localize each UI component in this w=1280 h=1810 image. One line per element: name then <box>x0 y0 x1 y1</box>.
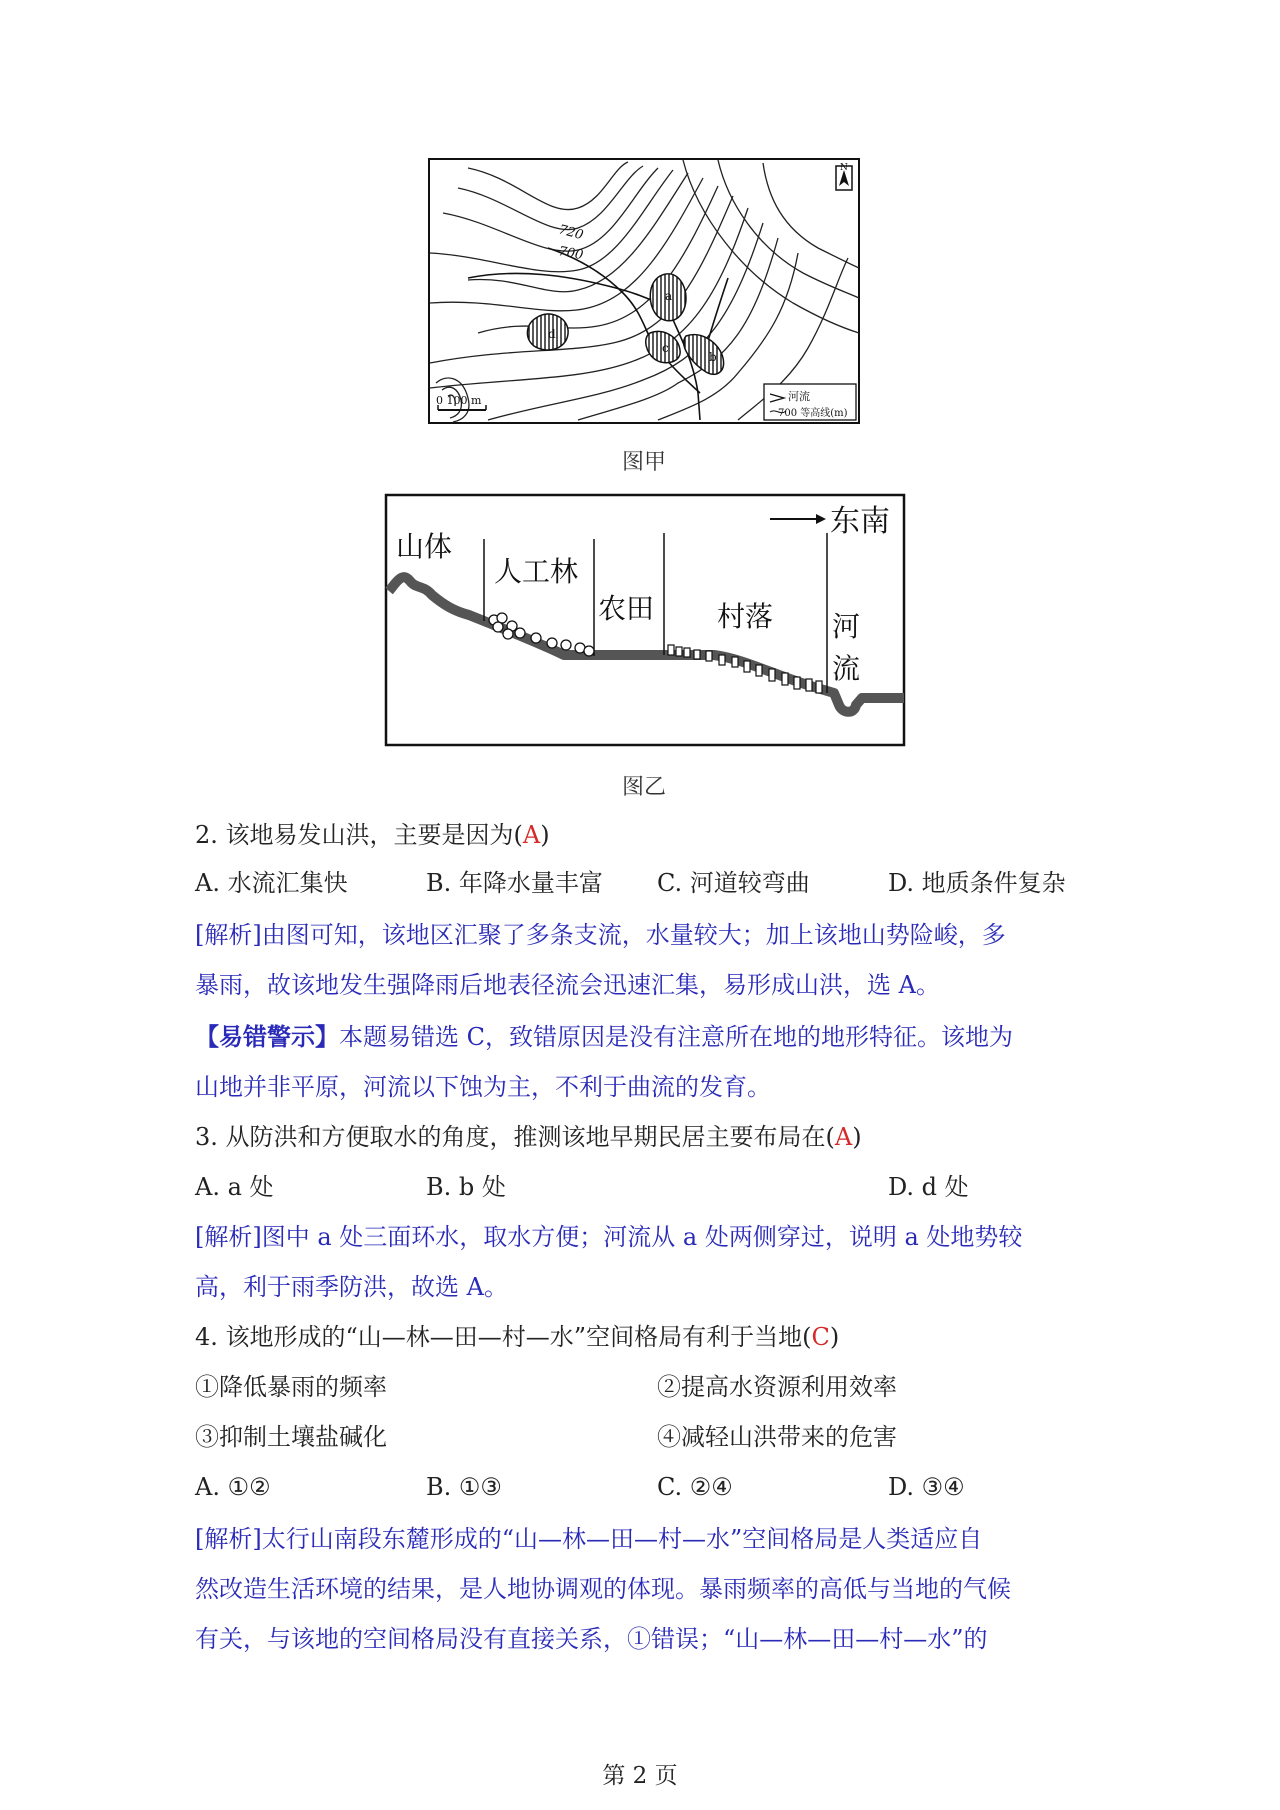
q2-option-a: A. 水流汇集快 <box>195 869 348 897</box>
q3-analysis-1: [解析]图中 a 处三面环水，取水方便；河流从 a 处两侧穿过，说明 a 处地势较 <box>195 1223 1023 1251</box>
north-arrow <box>836 163 852 190</box>
q2-stem <box>195 820 550 850</box>
contour-label-700: 700 <box>557 244 585 264</box>
legend <box>764 384 856 420</box>
zone-plantation: 人工林 <box>494 555 579 588</box>
figure-b-caption: 图乙 <box>621 775 666 800</box>
q2-option-b: B. 年降水量丰富 <box>426 869 603 897</box>
zone-river-1: 河 <box>832 610 861 643</box>
north-letter: N <box>840 163 848 173</box>
zone-river-2: 流 <box>832 652 861 685</box>
q2-answer: A <box>522 821 541 849</box>
label-d: d <box>548 327 556 341</box>
q4-answer: C <box>811 1323 830 1351</box>
q3-stem <box>195 1122 862 1152</box>
q4-item-1: ①降低暴雨的频率 <box>195 1373 387 1401</box>
q4-analysis-2: 然改造生活环境的结果，是人地协调观的体现。暴雨频率的高低与当地的气候 <box>195 1575 1011 1603</box>
q4-analysis-3: 有关，与该地的空间格局没有直接关系，①错误；“山—林—田—村—水”的 <box>195 1625 988 1653</box>
q3-close: ) <box>852 1123 862 1151</box>
q4-option-c: C. ②④ <box>657 1473 733 1501</box>
q4-close: ) <box>829 1323 840 1351</box>
q4-analysis-1: [解析]太行山南段东麓形成的“山—林—田—村—水”空间格局是人类适应自 <box>195 1525 983 1553</box>
zone-farmland: 农田 <box>598 592 655 625</box>
q4-item-4: ④减轻山洪带来的危害 <box>657 1423 897 1451</box>
q2-stem-text: 2. 该地易发山洪，主要是因为( <box>195 821 523 849</box>
q3-answer: A <box>834 1123 853 1151</box>
q3-option-b: B. b 处 <box>426 1173 506 1201</box>
q2-warning-2: 山地并非平原，河流以下蚀为主，不利于曲流的发育。 <box>195 1073 771 1101</box>
figure-a-contour-map <box>428 158 860 424</box>
q4-stem <box>195 1322 839 1352</box>
q4-option-b: B. ①③ <box>426 1473 502 1501</box>
label-a: a <box>665 289 673 303</box>
q4-option-a: A. ①② <box>195 1473 271 1501</box>
q4-option-d: D. ③④ <box>888 1473 965 1501</box>
q2-close: ) <box>540 821 550 849</box>
legend-river: 河流 <box>788 390 810 403</box>
q2-analysis-2: 暴雨，故该地发生强降雨后地表径流会迅速汇集，易形成山洪，选 A。 <box>195 971 940 999</box>
q2-option-c: C. 河道较弯曲 <box>657 869 810 897</box>
label-b: b <box>709 350 717 364</box>
label-c: c <box>662 341 669 355</box>
contour-label-720: 720 <box>556 222 585 244</box>
q3-stem-text: 3. 从防洪和方便取水的角度，推测该地早期民居主要布局在( <box>195 1123 835 1151</box>
zone-village: 村落 <box>717 600 774 633</box>
q3-analysis-2: 高，利于雨季防洪，故选 A。 <box>195 1273 508 1301</box>
q4-stem-text: 4. 该地形成的“山—林—田—村—水”空间格局有利于当地( <box>195 1323 812 1351</box>
q3-option-d: D. d 处 <box>888 1173 969 1201</box>
scale-text: 0 100 m <box>436 394 482 407</box>
legend-contour: 700 等高线(m) <box>778 408 848 419</box>
page-number: 第 2 页 <box>602 1763 678 1789</box>
q4-item-3: ③抑制土壤盐碱化 <box>195 1423 387 1451</box>
direction-label: 东南 <box>830 504 890 539</box>
q2-warning-text: 本题易错选 C，致错原因是没有注意所在地的地形特征。该地为 <box>339 1023 1013 1051</box>
q2-analysis-1: [解析]由图可知，该地区汇聚了多条支流，水量较大；加上该地山势险峻，多 <box>195 921 1006 949</box>
q2-warning-1 <box>195 1022 1013 1052</box>
figure-b-profile <box>384 493 906 747</box>
q2-option-d: D. 地质条件复杂 <box>888 869 1066 897</box>
figure-a-caption: 图甲 <box>621 450 666 475</box>
q2-warning-title: 【易错警示】 <box>195 1022 339 1051</box>
q4-item-2: ②提高水资源利用效率 <box>657 1373 897 1401</box>
q3-option-a: A. a 处 <box>195 1173 274 1201</box>
zone-mountain: 山体 <box>396 530 453 563</box>
